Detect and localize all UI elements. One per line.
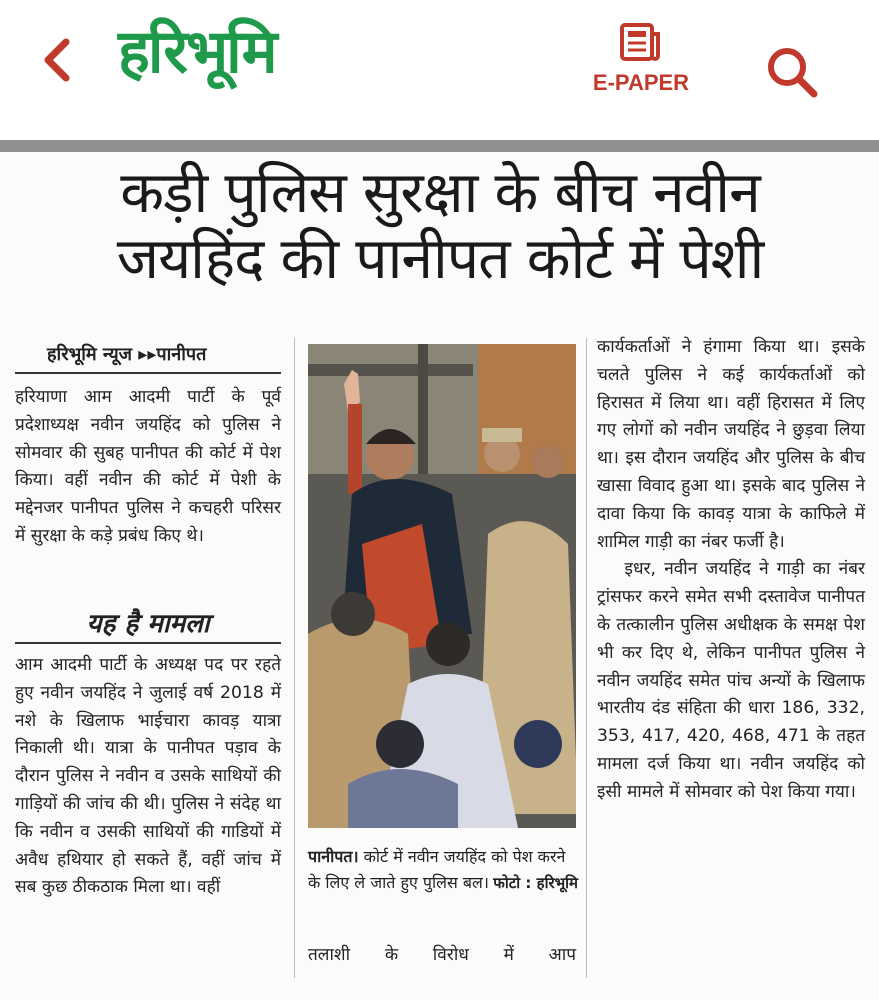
photo-credit: फोटो : हरिभूमि [493,874,578,892]
column-3-para-2: इधर, नवीन जयहिंद ने गाड़ी का नंबर ट्रांसफर करने समेत सभी दस्तावेज पानीपत के तत्कालीन पुलिस अधीक्षक के समक्ष पेश भी कर दिए थे, लेकिन पानीपत पुलिस ने नवीन जयहिंद समेत पांच अन्यों के खिलाफ भारतीय दंड संहिता की धारा 186, 332, 353, 417, 420, 468, 471 के तहत मामला दर्ज किया था। नवीन जयहिंद को इसी मामले में सोमवार को पेश किया गया। [597,559,865,802]
site-logo[interactable]: हरिभूमि [118,17,276,87]
newspaper-icon [619,22,663,62]
search-icon[interactable] [764,44,820,100]
subheading: यह है मामला [15,604,281,644]
headline [12,160,868,292]
column-rule [294,338,295,978]
epaper-button[interactable] [582,22,700,102]
epaper-label: E-PAPER [592,70,690,95]
column-1-para-2 [15,652,281,902]
byline [15,338,281,374]
headline-line-1: कड़ी पुलिस सुरक्षा के बीच नवीन [120,160,760,226]
app-header [0,0,879,140]
column-3 [597,334,865,807]
police-escort-photo [308,344,576,828]
news-photo [308,344,576,828]
caption-place: पानीपत। [308,847,359,866]
column-2-text: तलाशी के विरोध में आप [308,945,576,965]
newspaper-clipping [0,152,879,1000]
column-rule [586,338,587,978]
intro-paragraph: हरियाणा आम आदमी पार्टी के पूर्व प्रदेशाध्यक्ष नवीन जयहिंद को पुलिस ने सोमवार की सुबह पानीपत की कोर्ट में पेश किया। वहीं नवीन की कोर्ट में पेशी के मद्देनजर पानीपत पुलिस ने कचहरी परिसर में सुरक्षा के कड़े प्रबंध किए थे। [15,387,281,546]
column-3-para-1: कार्यकर्ताओं ने हंगामा किया था। इसके चलते पुलिस ने कई कार्यकर्ताओं को हिरासत में लिया था। वहीं हिरासत में लिए गए लोगों को नवीन जयहिंद ने छुड़वा लिया था। इस दौरान जयहिंद और पुलिस के बीच खासा विवाद हुआ था। इसके बाद पुलिस ने दावा किया कि कावड़ यात्रा के काफिले में शामिल गाड़ी का नंबर फर्जी है। [597,337,865,552]
column-1-para-1 [15,384,281,551]
byline-text: हरिभूमि न्यूज ▸▸पानीपत [47,344,207,365]
header-divider [0,140,879,152]
headline-line-2: जयहिंद की पानीपत कोर्ट में पेशी [116,226,764,292]
caption-text: कोर्ट में नवीन जयहिंद को पेश करने के लिए ले जाते हुए पुलिस बल। [308,847,566,892]
photo-caption [308,844,578,896]
case-paragraph: आम आदमी पार्टी के अध्यक्ष पद पर रहते हुए नवीन जयहिंद ने जुलाई वर्ष 2018 में नशे के खिलाफ भाईचारा कावड़ यात्रा निकाली थी। यात्रा के पानीपत पड़ाव के दौरान पुलिस ने नवीन व उसके साथियों की गाड़ियों की जांच की थी। पुलिस ने संदेह था कि नवीन व उसकी साथियों की गाडियों में अवैध हथियार हो सकते हैं, वहीं जांच में सब कुछ ठीकठाक मिला था। वहीं [15,655,281,898]
chevron-left-icon[interactable] [38,34,78,86]
